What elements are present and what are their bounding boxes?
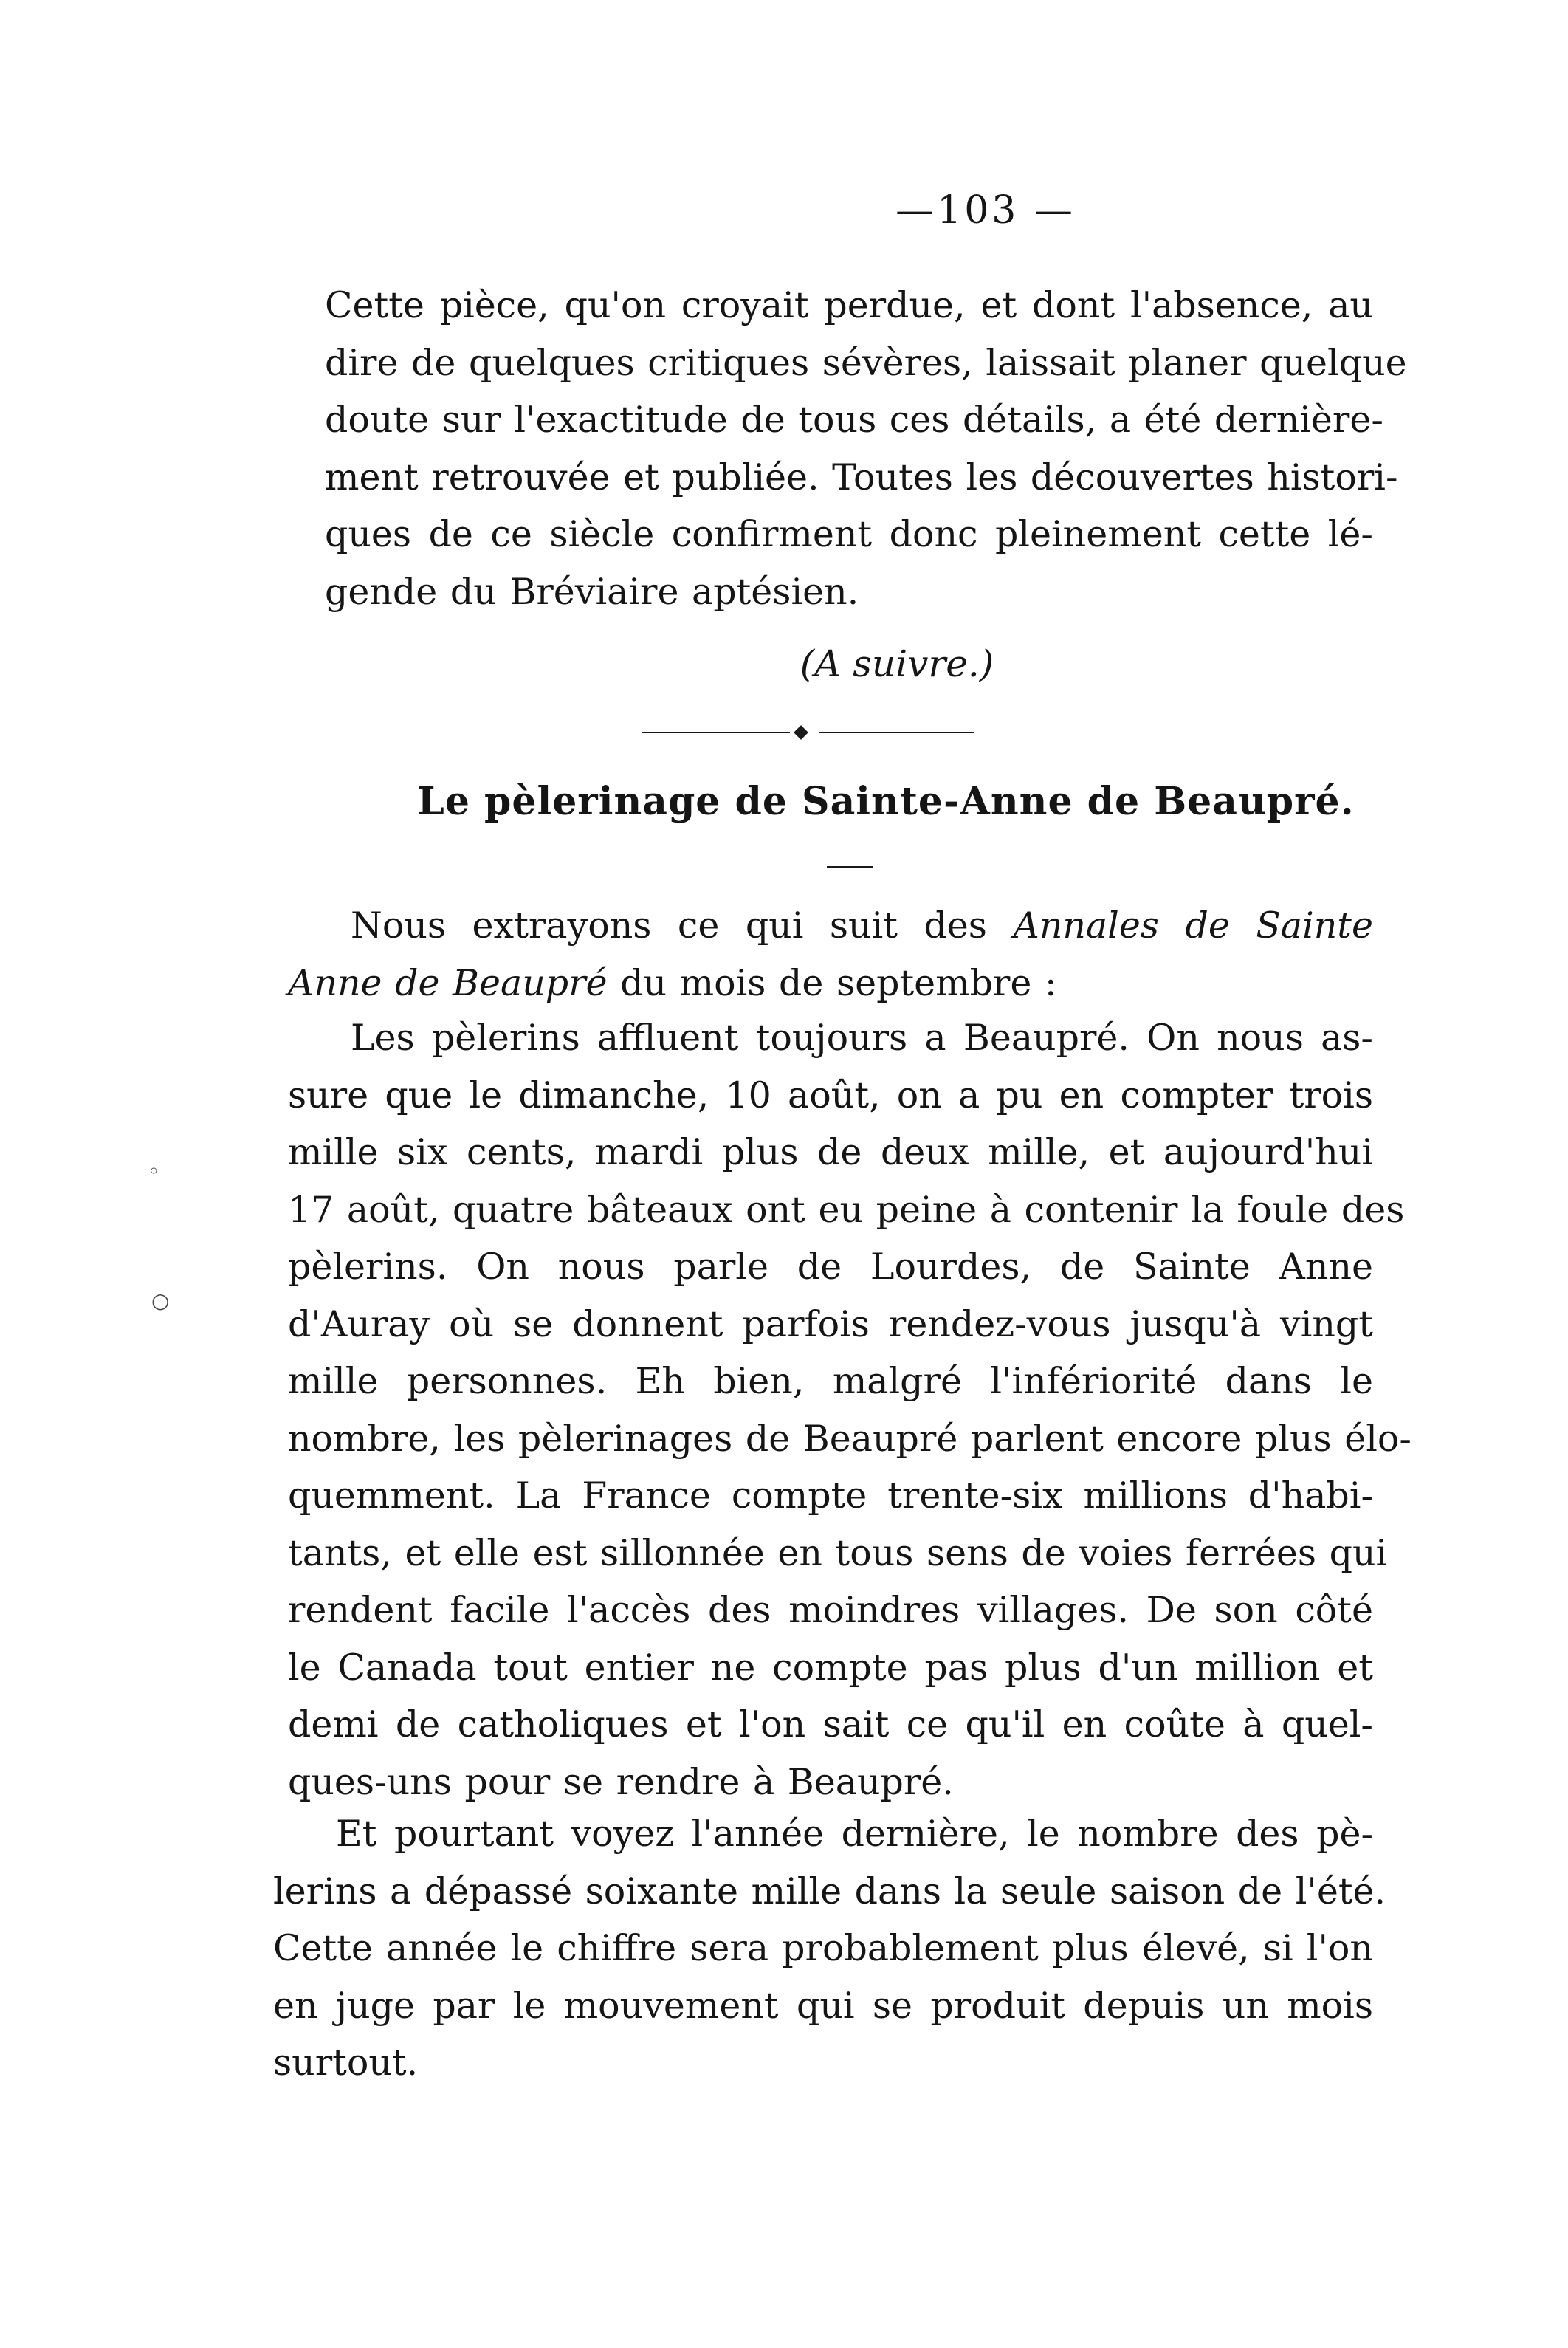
intro-paragraph	[288, 897, 1373, 1012]
page-number: —103 —	[895, 188, 1076, 233]
intro-suffix: du mois de septembre :	[620, 961, 1057, 1004]
paragraph-line: nombre, les pèlerinages de Beaupré parlent encore plus élo-	[288, 1417, 1411, 1460]
paragraph-line: le Canada tout entier ne compte pas plus d'un million et	[288, 1646, 1373, 1689]
divider-line	[642, 732, 790, 733]
paragraph-line: pèlerins. On nous parle de Lourdes, de Sainte Anne	[288, 1246, 1373, 1288]
paragraph-line: surtout.	[273, 2042, 419, 2084]
paragraph-line: rendent facile l'accès des moindres villages. De son côté	[288, 1589, 1373, 1631]
divider-line	[819, 732, 974, 733]
journal-title: Annales de Sainte	[1013, 904, 1373, 947]
paragraph-line: tants, et elle est sillonnée en tous sens de voies ferrées qui	[288, 1531, 1388, 1574]
paragraph-line: ques de ce siècle confirment donc pleinement cette lé-	[325, 513, 1373, 555]
to-be-continued-note: (A suivre.)	[800, 642, 994, 685]
paragraph-line: mille personnes. Eh bien, malgré l'infériorité dans le	[288, 1360, 1373, 1402]
document-page	[273, 0, 1411, 2348]
paragraph-line: d'Auray où se donnent parfois rendez-vous jusqu'à vingt	[288, 1302, 1373, 1345]
paragraph-line	[288, 897, 1373, 955]
intro-prefix: Nous extrayons ce qui suit des	[351, 904, 987, 947]
paragraph-line: Les pèlerins affluent toujours a Beaupré. On nous as-	[351, 1017, 1373, 1059]
paragraph-line: demi de catholiques et l'on sait ce qu'il en coûte à quel-	[288, 1703, 1373, 1745]
paragraph-line: dire de quelques critiques sévères, laissait planer quelque	[325, 341, 1407, 384]
diamond-icon	[794, 725, 808, 740]
paragraph-line: lerins a dépassé soixante mille dans la seule saison de l'été.	[273, 1870, 1386, 1912]
paragraph-line: en juge par le mouvement qui se produit depuis un mois	[273, 1984, 1373, 2027]
paragraph-line: 17 août, quatre bâteaux ont eu peine à contenir la foule des	[288, 1188, 1405, 1231]
margin-speck: ○	[151, 1288, 170, 1313]
paragraph-line: Cette année le chiffre sera probablement plus élevé, si l'on	[273, 1927, 1373, 1969]
paragraph-line: mille six cents, mardi plus de deux mille, et aujourd'hui	[288, 1131, 1373, 1173]
section-title: Le pèlerinage de Sainte-Anne de Beaupré.	[417, 779, 1355, 824]
paragraph-line: ment retrouvée et publiée. Toutes les découvertes histori-	[325, 456, 1398, 498]
journal-title-cont: Anne de Beaupré	[288, 961, 608, 1004]
paragraph-one	[288, 1009, 1411, 1810]
paragraph-line	[288, 955, 1373, 1012]
continued-paragraph	[325, 277, 1407, 620]
short-rule	[827, 866, 873, 868]
paragraph-line: ques-uns pour se rendre à Beaupré.	[288, 1760, 954, 1803]
paragraph-line: gende du Bréviaire aptésien.	[325, 570, 859, 613]
paragraph-line: sure que le dimanche, 10 août, on a pu en compter trois	[288, 1074, 1373, 1116]
paragraph-line: quemment. La France compte trente-six millions d'habi-	[288, 1475, 1373, 1517]
margin-speck: ◦	[148, 1159, 160, 1184]
paragraph-line: doute sur l'exactitude de tous ces détails, a été dernière-	[325, 399, 1383, 441]
paragraph-line: Cette pièce, qu'on croyait perdue, et dont l'absence, au	[325, 284, 1373, 326]
section-divider-ornament	[642, 727, 974, 738]
paragraph-two	[273, 1805, 1386, 2092]
paragraph-line: Et pourtant voyez l'année dernière, le nombre des pè-	[336, 1813, 1373, 1855]
